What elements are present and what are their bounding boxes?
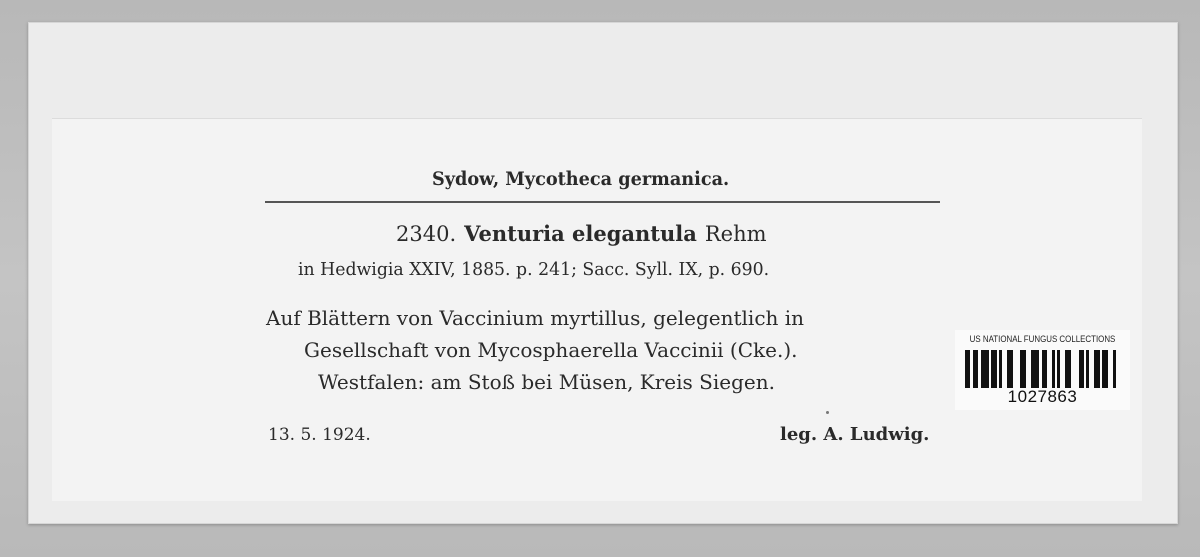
- taxon-line: [396, 221, 767, 246]
- barcode-bar: [1116, 350, 1121, 388]
- series-title: Sydow, Mycotheca germanica.: [432, 168, 730, 190]
- species-name: Venturia elegantula: [464, 221, 697, 246]
- literature-reference: in Hedwigia XXIV, 1885. p. 241; Sacc. Syll. IX, p. 690.: [298, 259, 770, 280]
- substrate-line-2: Gesellschaft von Mycosphaerella Vaccinii (Cke.).: [304, 338, 798, 362]
- barcode-bar: [1013, 350, 1021, 388]
- title-rule: [265, 201, 940, 203]
- paper-speck: [826, 411, 829, 414]
- barcode-bar: [981, 350, 989, 388]
- exsiccata-number: 2340.: [396, 222, 457, 246]
- barcode-label: [955, 330, 1130, 410]
- collector: leg. A. Ludwig.: [780, 424, 930, 445]
- locality: Westfalen: am Stoß bei Müsen, Kreis Siegen.: [318, 370, 775, 394]
- barcode-caption: US NATIONAL FUNGUS COLLECTIONS: [969, 334, 1116, 344]
- barcode-number: 1027863: [1007, 387, 1078, 406]
- substrate-line-1: Auf Blättern von Vaccinium myrtillus, gelegentlich in: [266, 306, 805, 330]
- barcode-bar: [1071, 350, 1079, 388]
- barcode-bars: [965, 350, 1121, 388]
- collection-date: 13. 5. 1924.: [268, 425, 371, 445]
- species-author: Rehm: [704, 222, 767, 246]
- barcode-bar: [1031, 350, 1039, 388]
